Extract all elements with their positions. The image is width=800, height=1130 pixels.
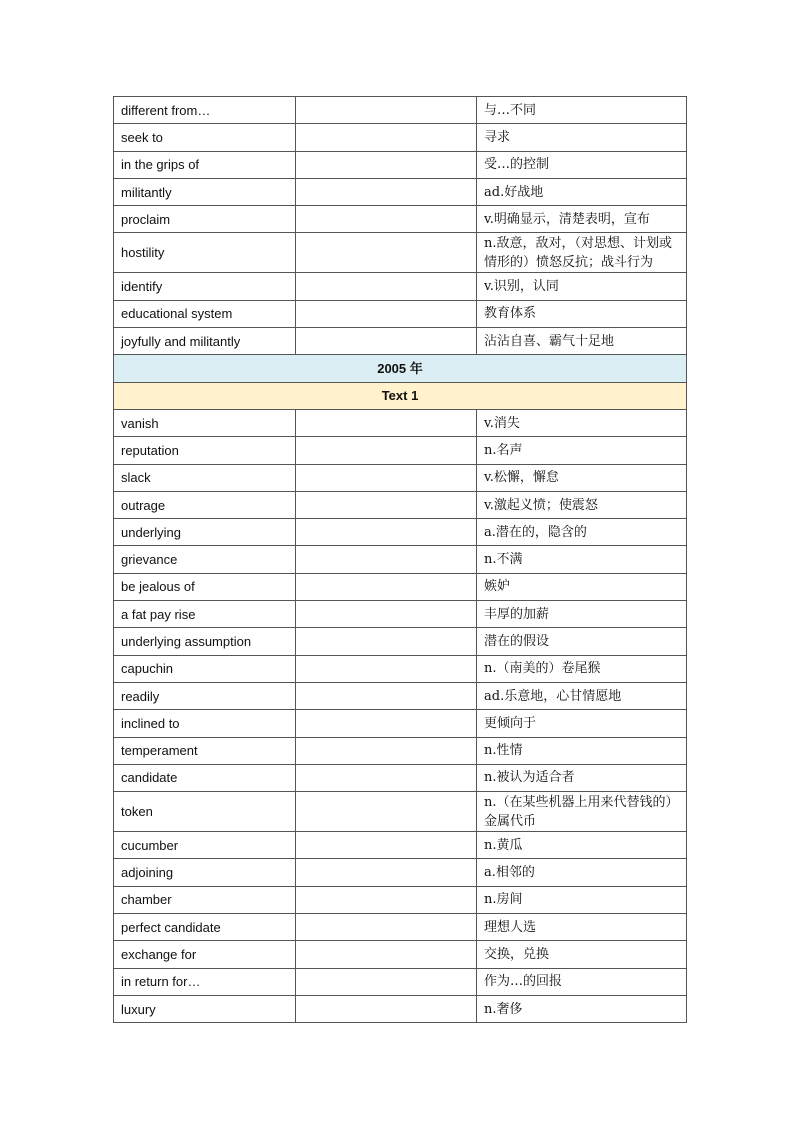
year-header-row [114,355,687,382]
table-row [114,273,687,300]
vocabulary-table [113,96,687,1023]
english-term: cucumber [114,832,296,859]
blank-cell [296,628,477,655]
blank-cell [296,859,477,886]
blank-cell [296,886,477,913]
chinese-meaning: 更倾向于 [477,710,687,737]
table-row [114,328,687,355]
english-term: token [114,792,296,832]
english-term: be jealous of [114,573,296,600]
chinese-meaning: 嫉妒 [477,573,687,600]
chinese-meaning: n.被认为适合者 [477,764,687,791]
english-term: educational system [114,300,296,327]
english-term: different from… [114,97,296,124]
chinese-meaning: 寻求 [477,124,687,151]
blank-cell [296,573,477,600]
table-row [114,710,687,737]
table-row [114,464,687,491]
table-row [114,151,687,178]
chinese-meaning: 作为…的回报 [477,968,687,995]
chinese-meaning: v.消失 [477,409,687,436]
blank-cell [296,437,477,464]
chinese-meaning: 沾沾自喜、霸气十足地 [477,328,687,355]
table-row [114,995,687,1022]
chinese-meaning: 交换，兑换 [477,941,687,968]
table-row [114,233,687,273]
chinese-meaning: v.激起义愤；使震怒 [477,491,687,518]
blank-cell [296,151,477,178]
blank-cell [296,124,477,151]
english-term: reputation [114,437,296,464]
blank-cell [296,546,477,573]
blank-cell [296,328,477,355]
chinese-meaning: a.相邻的 [477,859,687,886]
english-term: slack [114,464,296,491]
vocab-group-text-1 [114,409,687,1022]
english-term: temperament [114,737,296,764]
blank-cell [296,178,477,205]
chinese-meaning: 教育体系 [477,300,687,327]
english-term: seek to [114,124,296,151]
chinese-meaning: v.松懈，懈怠 [477,464,687,491]
table-row [114,601,687,628]
english-term: inclined to [114,710,296,737]
blank-cell [296,995,477,1022]
chinese-meaning: 潜在的假设 [477,628,687,655]
table-row [114,886,687,913]
chinese-meaning: n.（在某些机器上用来代替钱的）金属代币 [477,792,687,832]
english-term: in return for… [114,968,296,995]
table-row [114,941,687,968]
english-term: hostility [114,233,296,273]
table-row [114,573,687,600]
table-row [114,859,687,886]
english-term: vanish [114,409,296,436]
blank-cell [296,273,477,300]
blank-cell [296,710,477,737]
blank-cell [296,832,477,859]
english-term: in the grips of [114,151,296,178]
blank-cell [296,737,477,764]
table-row [114,628,687,655]
english-term: underlying assumption [114,628,296,655]
chinese-meaning: 理想人选 [477,914,687,941]
table-row [114,206,687,233]
blank-cell [296,682,477,709]
chinese-meaning: 受…的控制 [477,151,687,178]
table-row [114,737,687,764]
table-row [114,437,687,464]
chinese-meaning: 与…不同 [477,97,687,124]
table-row [114,792,687,832]
table-row [114,97,687,124]
table-row [114,546,687,573]
blank-cell [296,206,477,233]
chinese-meaning: n.性情 [477,737,687,764]
table-row [114,491,687,518]
blank-cell [296,764,477,791]
english-term: luxury [114,995,296,1022]
english-term: a fat pay rise [114,601,296,628]
chinese-meaning: a.潜在的，隐含的 [477,519,687,546]
blank-cell [296,914,477,941]
chinese-meaning: n.名声 [477,437,687,464]
chinese-meaning: ad.好战地 [477,178,687,205]
blank-cell [296,655,477,682]
table-row [114,682,687,709]
year-header: 2005 年 [114,355,687,382]
table-row [114,832,687,859]
blank-cell [296,519,477,546]
english-term: identify [114,273,296,300]
chinese-meaning: n.（南美的）卷尾猴 [477,655,687,682]
english-term: grievance [114,546,296,573]
table-row [114,968,687,995]
blank-cell [296,233,477,273]
table-row [114,764,687,791]
blank-cell [296,491,477,518]
english-term: proclaim [114,206,296,233]
table-row [114,124,687,151]
chinese-meaning: v.明确显示，清楚表明，宣布 [477,206,687,233]
chinese-meaning: n.敌意，敌对，（对思想、计划或情形的）愤怒反抗；战斗行为 [477,233,687,273]
english-term: militantly [114,178,296,205]
table-row [114,409,687,436]
chinese-meaning: 丰厚的加薪 [477,601,687,628]
table-row [114,300,687,327]
blank-cell [296,941,477,968]
text-header: Text 1 [114,382,687,409]
table-row [114,519,687,546]
chinese-meaning: n.不满 [477,546,687,573]
section-headers [114,355,687,410]
english-term: exchange for [114,941,296,968]
blank-cell [296,792,477,832]
english-term: chamber [114,886,296,913]
english-term: perfect candidate [114,914,296,941]
blank-cell [296,97,477,124]
english-term: adjoining [114,859,296,886]
table-row [114,655,687,682]
table-row [114,914,687,941]
english-term: readily [114,682,296,709]
chinese-meaning: v.识别，认同 [477,273,687,300]
english-term: joyfully and militantly [114,328,296,355]
chinese-meaning: n.房间 [477,886,687,913]
blank-cell [296,601,477,628]
blank-cell [296,968,477,995]
chinese-meaning: n.奢侈 [477,995,687,1022]
text-header-row [114,382,687,409]
chinese-meaning: ad.乐意地，心甘情愿地 [477,682,687,709]
chinese-meaning: n.黄瓜 [477,832,687,859]
english-term: capuchin [114,655,296,682]
blank-cell [296,300,477,327]
english-term: candidate [114,764,296,791]
english-term: underlying [114,519,296,546]
vocab-group-before-section [114,97,687,355]
blank-cell [296,464,477,491]
blank-cell [296,409,477,436]
table-row [114,178,687,205]
english-term: outrage [114,491,296,518]
